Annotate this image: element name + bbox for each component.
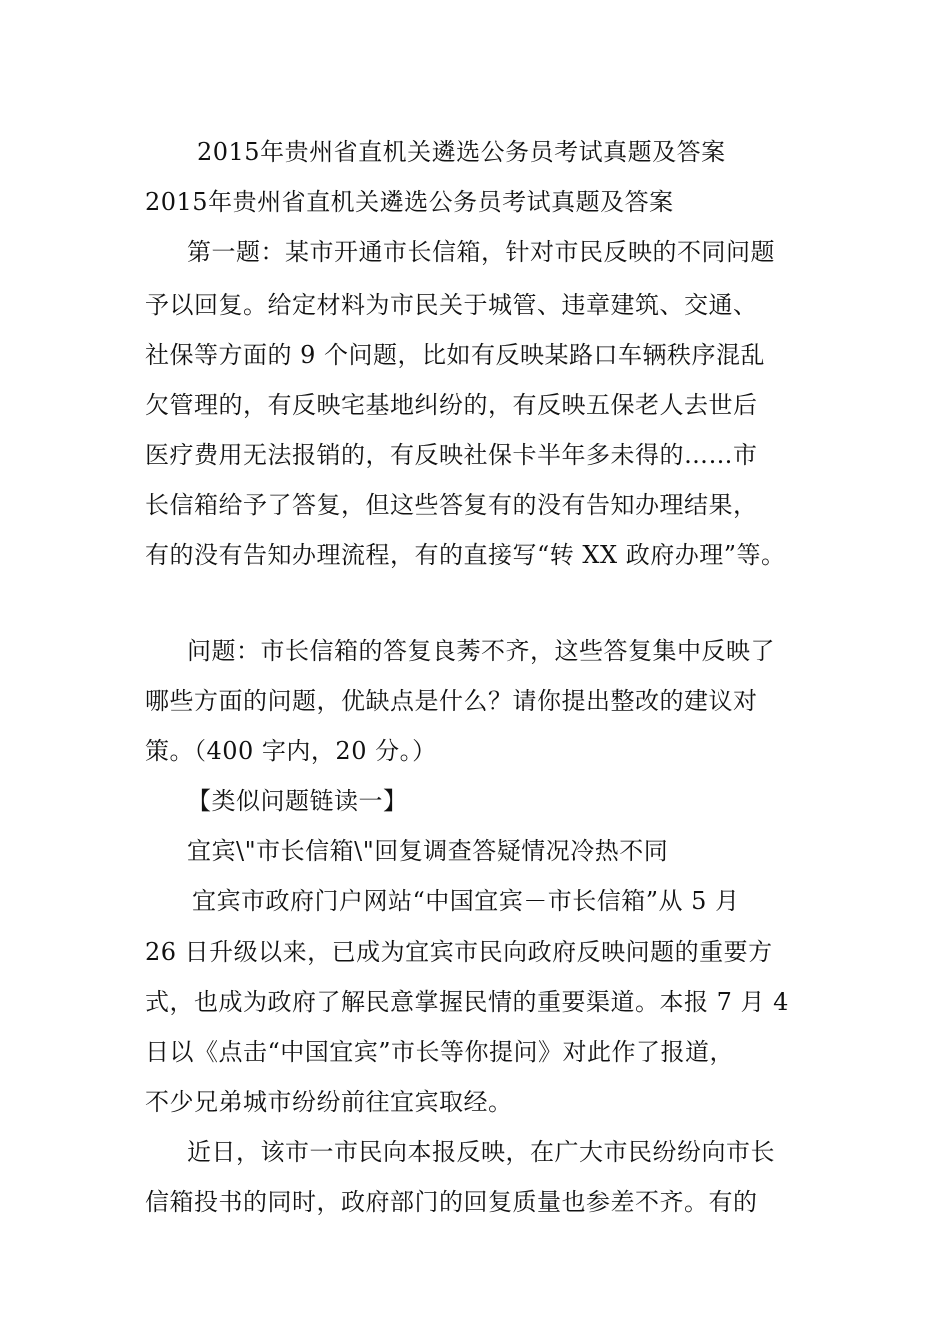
article-paragraph-1-line-1: 宜宾市政府门户网站“中国宜宾－市长信箱”从 5 月 [192,887,740,915]
question-1-line-3: 社保等方面的 9 个问题，比如有反映某路口车辆秩序混乱 [145,341,766,369]
article-paragraph-2-line-2: 信箱投书的同时，政府部门的回复质量也参差不齐。有的 [145,1188,758,1216]
question-prompt-line-2: 哪些方面的问题，优缺点是什么？请你提出整改的建议对 [145,687,758,715]
article-paragraph-1-line-3: 式，也成为政府了解民意掌握民情的重要渠道。本报 7 月 4 [145,988,789,1016]
related-heading: 【类似问题链读一】 [187,787,408,815]
document-title: 2015年贵州省直机关遴选公务员考试真题及答案 [197,138,726,166]
article-title: 宜宾\"市长信箱\"回复调查答疑情况冷热不同 [187,837,669,865]
question-1-line-4: 欠管理的，有反映宅基地纠纷的，有反映五保老人去世后 [145,391,758,419]
question-prompt-line-1: 问题：市长信箱的答复良莠不齐，这些答复集中反映了 [187,637,775,665]
question-1-line-5: 医疗费用无法报销的，有反映社保卡半年多未得的……市 [145,441,758,469]
article-paragraph-1-line-2: 26 日升级以来，已成为宜宾市民向政府反映问题的重要方 [145,938,773,966]
article-paragraph-1-line-5: 不少兄弟城市纷纷前往宜宾取经。 [145,1088,513,1116]
question-1-line-6: 长信箱给予了答复，但这些答复有的没有告知办理结果， [145,491,758,519]
question-1-line-1: 第一题：某市开通市长信箱，针对市民反映的不同问题 [187,238,775,266]
question-1-line-2: 予以回复。给定材料为市民关于城管、违章建筑、交通、 [145,291,758,319]
question-prompt-line-3: 策。（400 字内，20 分。） [145,737,437,765]
article-paragraph-1-line-4: 日以《点击“中国宜宾”市长等你提问》对此作了报道， [145,1038,735,1066]
document-subtitle: 2015年贵州省直机关遴选公务员考试真题及答案 [145,188,674,216]
question-1-line-7: 有的没有告知办理流程，有的直接写“转 XX 政府办理”等。 [145,541,786,569]
article-paragraph-2-line-1: 近日，该市一市民向本报反映，在广大市民纷纷向市长 [187,1138,775,1166]
